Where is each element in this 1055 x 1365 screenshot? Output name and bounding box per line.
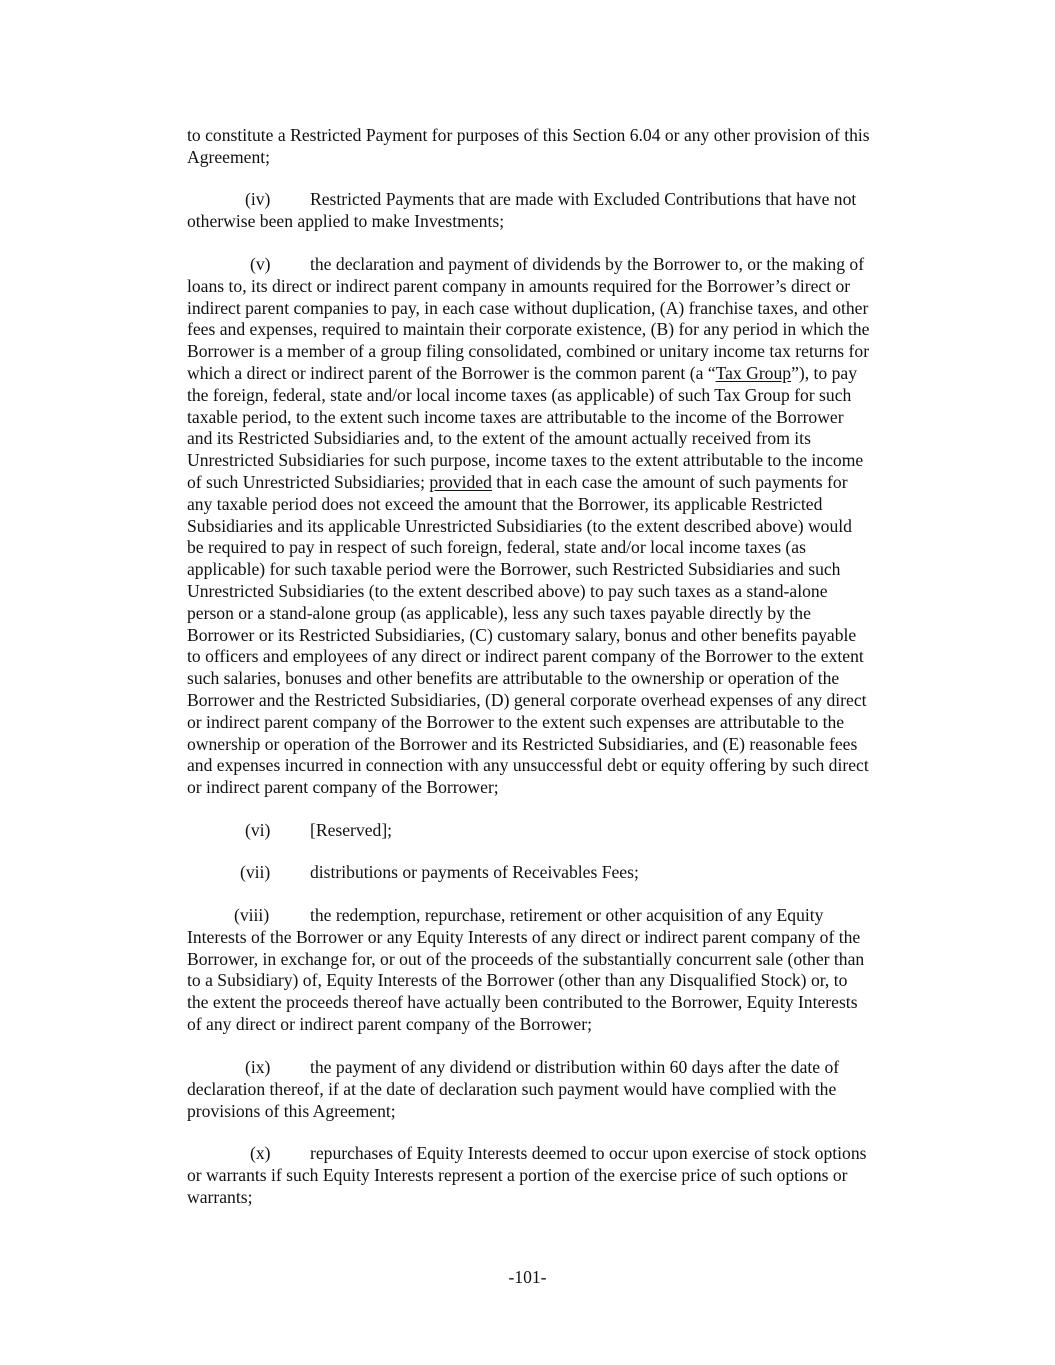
clause-number: (vii) [240,862,271,882]
text-line: and its Restricted Subsidiaries and, to the extent of the amount actually received from its [187,428,811,449]
continuation-paragraph [187,125,927,169]
text-line: Unrestricted Subsidiaries for such purpose, income taxes to the extent attributable to the income [187,450,864,471]
clause-number: (x) [250,1143,271,1163]
text-line: to constitute a Restricted Payment for purposes of this Section 6.04 or any other provision of this [187,125,870,145]
text-line: applicable) for such taxable period were the Borrower, such Restricted Subsidiaries and such [187,559,841,580]
defined-term-tax-group: Tax Group [715,362,792,383]
text-line: of any direct or indirect parent company of the Borrower; [187,1013,592,1034]
clause-viii [187,905,927,1036]
clause-ix [187,1057,927,1122]
text-line: Borrower or its Restricted Subsidiaries, (C) customary salary, bonus and other benefits payable [187,624,857,645]
clause-vi [187,820,927,842]
clause-number: (vi) [245,820,271,840]
text-line: or warrants if such Equity Interests represent a portion of the exercise price of such options or [187,1164,848,1185]
text-line: the extent the proceeds thereof have actually been contributed to the Borrower, Equity Interests [187,992,858,1013]
text-line: such salaries, bonuses and other benefits are attributable to the ownership or operation of the [187,668,840,689]
page-number: -101- [508,1267,547,1287]
text-line: Subsidiaries and its applicable Unrestricted Subsidiaries (to the extent described above) would [187,515,852,536]
clause-number: (viii) [234,905,270,925]
text-line: or indirect parent company of the Borrower; [187,777,499,798]
text-line: distributions or payments of Receivables Fees; [310,862,639,882]
text-line: be required to pay in respect of such foreign, federal, state and/or local income taxes (as [187,537,806,558]
text-line: provisions of this Agreement; [187,1100,396,1121]
text-line: warrants; [187,1186,253,1207]
text-line: taxable period, to the extent such income taxes are attributable to the income of the Borrower [187,406,844,427]
text-line: repurchases of Equity Interests deemed to occur upon exercise of stock options [310,1143,867,1163]
text-line: Restricted Payments that are made with Excluded Contributions that have not [310,189,857,209]
text-line: Agreement; [187,146,271,167]
clause-number: (iv) [245,189,271,209]
text-line: Borrower and the Restricted Subsidiaries, (D) general corporate overhead expenses of any direct [187,689,867,710]
clause-vii [187,862,927,884]
text-line: and expenses incurred in connection with any unsuccessful debt or equity offering by such direct [187,755,869,776]
text-line: the payment of any dividend or distribution within 60 days after the date of [310,1057,840,1077]
text-line: of such Unrestricted Subsidiaries; provided that in each case the amount of such payments for [187,471,848,492]
text-line: indirect parent companies to pay, in each case without duplication, (A) franchise taxes, and other [187,297,869,318]
text-line: or indirect parent company of the Borrower to the extent such expenses are attributable to the [187,711,845,732]
text-line: Interests of the Borrower or any Equity Interests of any direct or indirect parent company of the [187,926,861,947]
text-line: to officers and employees of any direct or indirect parent company of the Borrower to the extent [187,646,864,667]
text-line: ownership or operation of the Borrower and its Restricted Subsidiaries, and (E) reasonable fees [187,733,858,754]
clause-number: (v) [250,254,271,274]
text-line: person or a stand-alone group (as applicable), less any such taxes payable directly by the [187,602,811,623]
text-line: Borrower, in exchange for, or out of the proceeds of the substantially concurrent sale (other than [187,948,865,969]
text-line: the foreign, federal, state and/or local income taxes (as applicable) of such Tax Group for such [187,384,852,405]
text-line: loans to, its direct or indirect parent company in amounts required for the Borrower’s direct or [187,275,851,296]
text-line: [Reserved]; [310,820,393,840]
clause-v [187,254,927,799]
text-line: Borrower is a member of a group filing consolidated, combined or unitary income tax returns for [187,341,870,362]
text-line: fees and expenses, required to maintain their corporate existence, (B) for any period in which the [187,319,870,340]
clause-x [187,1143,927,1208]
text-line: which a direct or indirect parent of the Borrower is the common parent (a “Tax Group”), to pay [187,362,858,383]
text-line: the declaration and payment of dividends by the Borrower to, or the making of [310,254,865,274]
defined-term-provided: provided [429,471,492,492]
text-line: any taxable period does not exceed the amount that the Borrower, its applicable Restricted [187,493,823,514]
text-line: the redemption, repurchase, retirement or other acquisition of any Equity [310,905,824,925]
text-line: otherwise been applied to make Investments; [187,210,505,231]
clause-iv [187,189,927,233]
clause-number: (ix) [245,1057,271,1077]
text-line: Unrestricted Subsidiaries (to the extent described above) to pay such taxes as a stand-alone [187,580,828,601]
text-line: declaration thereof, if at the date of declaration such payment would have complied with the [187,1078,837,1099]
text-line: to a Subsidiary) of, Equity Interests of the Borrower (other than any Disqualified Stock) or, to [187,970,848,991]
